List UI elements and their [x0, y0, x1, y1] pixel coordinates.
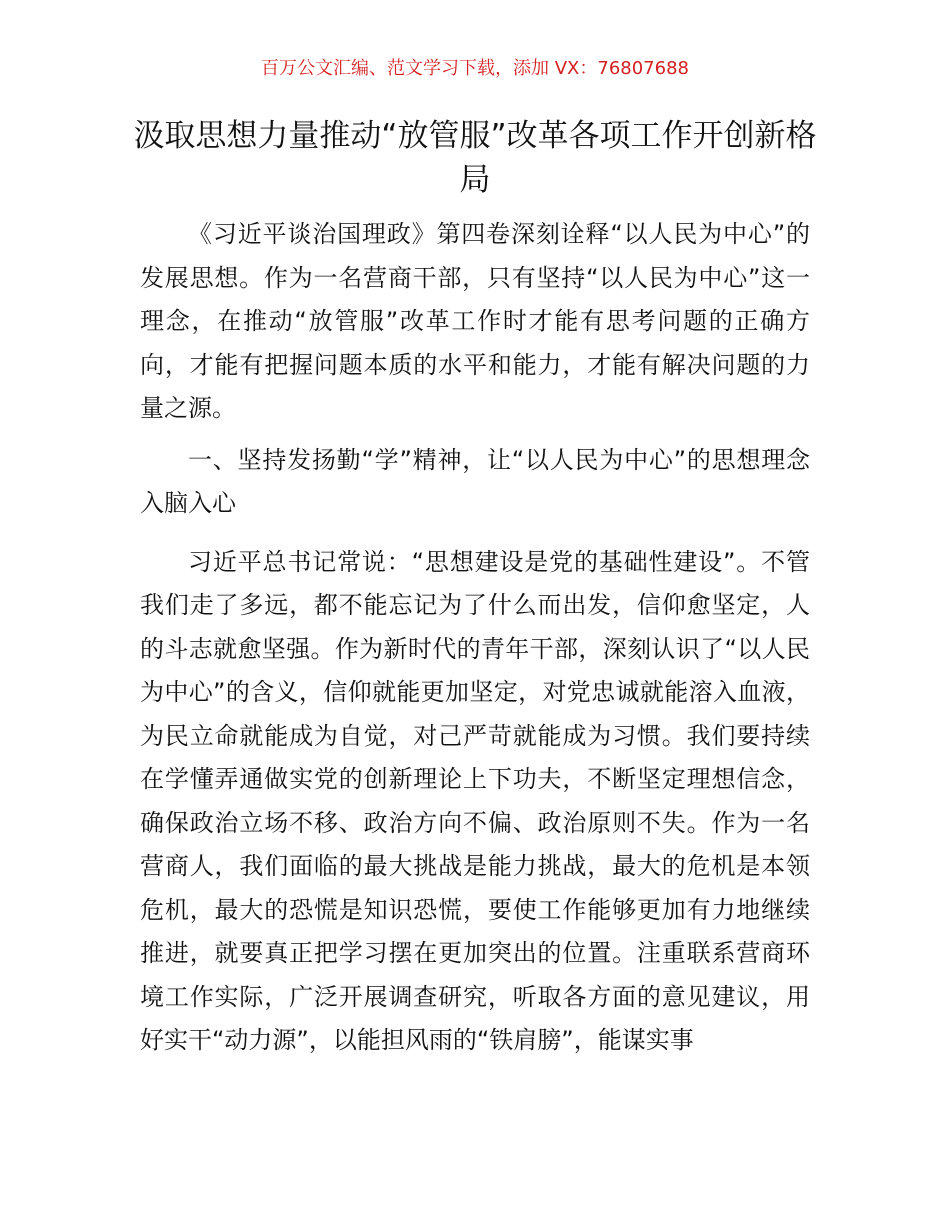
body-paragraph: 习近平总书记常说：“思想建设是党的基础性建设”。不管我们走了多远，都不能忘记为了什么而出发，信仰愈坚定，人的斗志就愈坚强。作为新时代的青年干部，深刻认识了“以人民为中心”的含义，信仰就能更加坚定，对党忠诚就能溶入血液，为民立命就能成为自觉，对己严苛就能成为习惯。我们要持续在学懂弄通做实党的创新理论上下功夫，不断坚定理想信念，确保政治立场不移、政治方向不偏、政治原则不失。作为一名营商人，我们面临的最大挑战是能力挑战，最大的危机是本领危机，最大的恐慌是知识恐慌，要使工作能够更加有力地继续推进，就要真正把学习摆在更加突出的位置。注重联系营商环境工作实际，广泛开展调查研究，听取各方面的意见建议，用好实干“动力源”，以能担风雨的“铁肩膀”，能谋实事	[140, 547, 810, 1054]
section-heading: 一、坚持发扬勤“学”精神，让“以人民为中心”的思想理念入脑入心	[140, 445, 810, 517]
header-banner: 百万公文汇编、范文学习下载，添加 VX：76807688	[261, 58, 689, 79]
intro-paragraph: 《习近平谈治国理政》第四卷深刻诠释“以人民为中心”的发展思想。作为一名营商干部，只有坚持“以人民为中心”这一理念，在推动“放管服”改革工作时才能有思考问题的正确方向，才能有把握问题本质的水平和能力，才能有解决问题的力量之源。	[140, 220, 810, 422]
document-body	[140, 213, 810, 1063]
document-title: 汲取思想力量推动“放管服”改革各项工作开创新格局	[133, 118, 817, 198]
